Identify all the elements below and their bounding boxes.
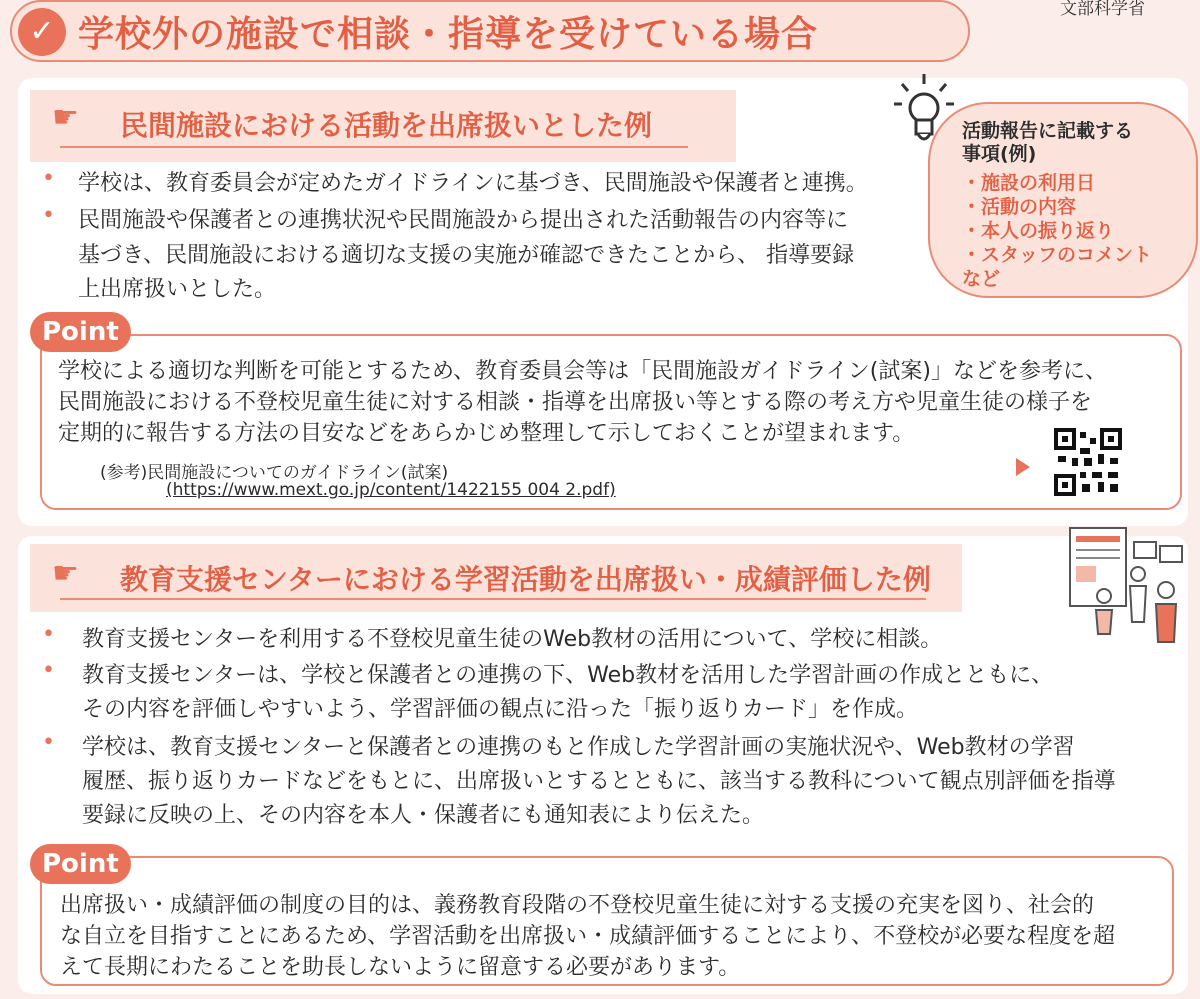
check-icon: ✓: [18, 8, 66, 56]
section2-bullet-3a: 学校は、教育支援センターと保護者との連携のもと作成した学習計画の実施状況や、Web教材の学習: [82, 735, 1075, 760]
section1-bullet-2a: 民間施設や保護者との連携状況や民間施設から提出された活動報告の内容等に: [78, 208, 849, 233]
bullet-dot: •: [42, 730, 55, 755]
section2-bullet-1: 教育支援センターを利用する不登校児童生徒のWeb教材の活用について、学校に相談。: [82, 627, 943, 652]
bullet-dot: •: [42, 166, 55, 191]
point-label: Point: [30, 312, 131, 352]
callout-item: ・スタッフのコメント: [962, 244, 1153, 266]
callout-item: ・施設の利用日: [962, 172, 1096, 194]
point2-line-2: な自立を目指すことにあるため、学習活動を出席扱い・成績評価することにより、不登校が必要な程度を超: [60, 924, 1116, 949]
pointing-hand-icon: ☛: [52, 556, 79, 591]
section2-underline: [60, 598, 926, 600]
section1-bullet-2c: 上出席扱いとした。: [78, 277, 277, 302]
callout-item: ・本人の振り返り: [962, 220, 1115, 242]
bullet-dot: •: [42, 658, 55, 683]
callout-title-1: 活動報告に記載する: [962, 120, 1134, 142]
callout-etc: など: [962, 268, 1001, 290]
people-illustration-icon: [1062, 524, 1192, 648]
section1-underline: [60, 146, 688, 148]
section2-bullet-2b: その内容を評価しやすいよう、学習評価の観点に沿った「振り返りカード」を作成。: [82, 697, 919, 722]
section2-title: 教育支援センターにおける学習活動を出席扱い・成績評価した例: [120, 563, 931, 596]
section1-title: 民間施設における活動を出席扱いとした例: [120, 109, 653, 142]
section1-bullet-2b: 基づき、民間施設における適切な支援の実施が確認できたことから、 指導要録: [78, 243, 855, 268]
point2-line-1: 出席扱い・成績評価の制度の目的は、義務教育段階の不登校児童生徒に対する支援の充実を図り、社会的: [60, 893, 1095, 918]
reference-label: (参考)民間施設についてのガイドライン(試案): [100, 463, 449, 483]
bullet-dot: •: [42, 203, 55, 228]
page-title: 学校外の施設で相談・指導を受けている場合: [78, 14, 819, 55]
section2-bullet-3b: 履歴、振り返りカードなどをもとに、出席扱いとするとともに、該当する教科について観点別評価を指導: [82, 769, 1116, 794]
point2-line-3: えて長期にわたることを助長しないように留意する必要があります。: [60, 955, 741, 980]
pointing-hand-icon: ☛: [52, 100, 79, 135]
section2-bullet-3c: 要録に反映の上、その内容を本人・保護者にも通知表により伝えた。: [82, 803, 765, 828]
reference-link[interactable]: (https://www.mext.go.jp/content/1422155 004 2.pdf): [166, 480, 616, 500]
qr-code-icon[interactable]: [1054, 428, 1122, 496]
point1-line-2: 民間施設における不登校児童生徒に対する相談・指導を出席扱い等とする際の考え方や児童生徒の様子を: [58, 390, 1093, 415]
callout-item: ・活動の内容: [962, 196, 1077, 218]
section1-bullet-1: 学校は、教育委員会が定めたガイドラインに基づき、民間施設や保護者と連携。: [78, 171, 868, 196]
bullet-dot: •: [42, 622, 55, 647]
play-arrow-icon: [1016, 458, 1030, 476]
section2-bullet-2a: 教育支援センターは、学校と保護者との連携の下、Web教材を活用した学習計画の作成とともに、: [82, 663, 1054, 688]
point-label: Point: [30, 844, 131, 884]
callout-title-2: 事項(例): [962, 143, 1037, 165]
point1-line-1: 学校による適切な判断を可能とするため、教育委員会等は「民間施設ガイドライン(試案)」などを参考に、: [58, 359, 1107, 384]
point1-line-3: 定期的に報告する方法の目安などをあらかじめ整理して示しておくことが望まれます。: [58, 421, 915, 446]
ministry-name: 文部科学省: [1060, 0, 1145, 19]
